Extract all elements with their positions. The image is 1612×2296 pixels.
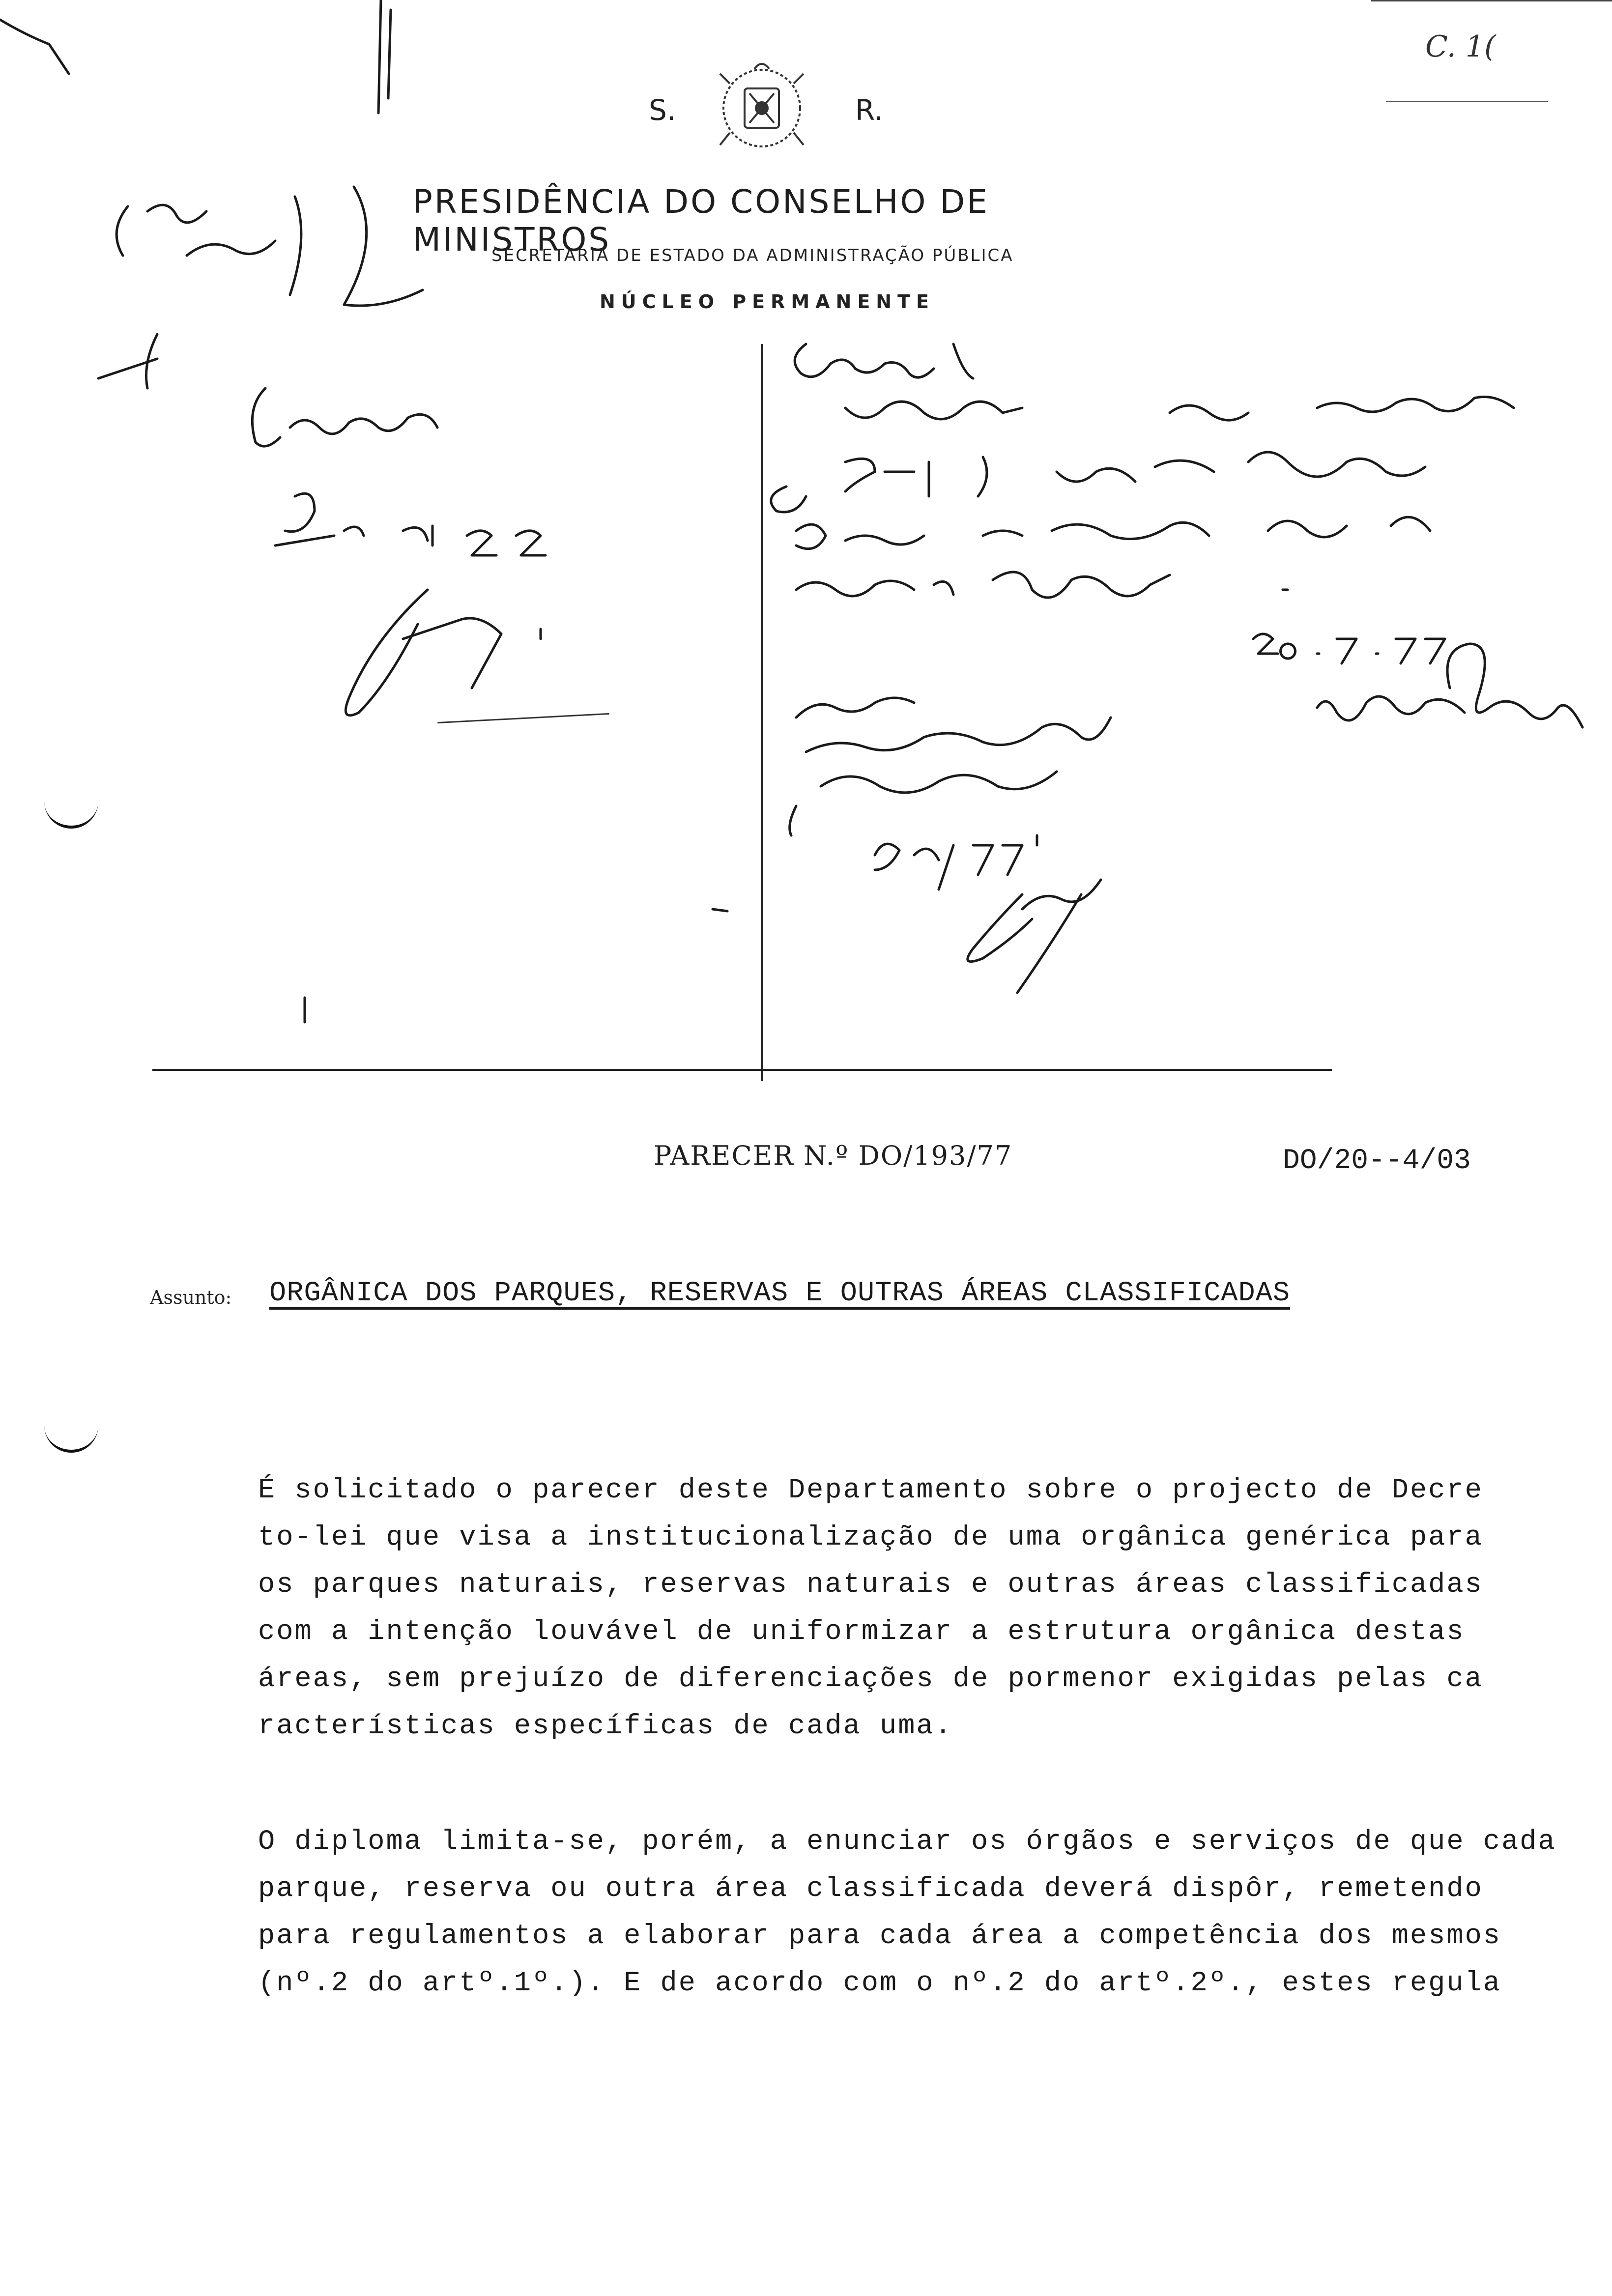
right-note-line3 (771, 452, 1425, 512)
state-seal (614, 54, 919, 167)
subject-label: Assunto: (150, 1287, 232, 1308)
left-scribble (98, 187, 423, 388)
dispatch-divider-vertical (761, 344, 763, 1081)
right-date (1253, 634, 1445, 663)
reference-number: C. 1( (1425, 29, 1496, 64)
stray-mark (305, 629, 727, 1022)
body-line: (nº.2 do artº.1º.). E de acordo com o nº.2 do artº.2º., estes regula (258, 1968, 1501, 1999)
right-note-line1 (795, 344, 973, 378)
unit-name: NÚCLEO PERMANENTE (600, 291, 935, 313)
dispatch-divider-horizontal (152, 1069, 1332, 1071)
seal-letter-right: R. (855, 93, 883, 127)
right-note-line5 (796, 572, 1288, 598)
body-paragraph-2 (258, 1818, 1556, 2007)
middle-signature (968, 880, 1101, 993)
left-date (275, 493, 546, 555)
body-paragraph-1 (258, 1467, 1526, 1750)
body-line: O diploma limita-se, porém, a enunciar os órgãos e serviços de que cada (258, 1826, 1556, 1858)
subject-text: ORGÂNICA DOS PARQUES, RESERVAS E OUTRAS ÁREAS CLASSIFICADAS (269, 1278, 1291, 1309)
top-edge-rule (1371, 0, 1612, 1)
scan-mark (0, 20, 69, 74)
organization-title: PRESIDÊNCIA DO CONSELHO DE MINISTROS (413, 183, 989, 258)
coat-of-arms-icon (700, 54, 823, 162)
margin-line (378, 0, 391, 113)
right-signature (1317, 644, 1583, 727)
middle-scribble (790, 698, 1111, 835)
right-note-line2 (845, 397, 1514, 421)
seal-letter-left: S. (649, 93, 676, 127)
right-note-line4 (796, 517, 1430, 548)
body-line: áreas, sem prejuízo de diferenciações de pormenor exigidas pelas ca (258, 1664, 1483, 1695)
body-line: to-lei que visa a institucionalização de uma orgânica genérica para (258, 1522, 1483, 1553)
reference-underline (1386, 101, 1548, 102)
middle-date (875, 835, 1037, 890)
left-signature (345, 590, 501, 716)
left-concordo (252, 388, 437, 446)
body-line: para regulamentos a elaborar para cada área a competência dos mesmos (258, 1921, 1501, 1952)
department-name: SECRETARIA DE ESTADO DA ADMINISTRAÇÃO PÚBLICA (491, 246, 1014, 265)
body-line: com a intenção louvável de uniformizar a estrutura orgânica destas (258, 1616, 1465, 1648)
body-line: os parques naturais, reservas naturais e outras áreas classificadas (258, 1569, 1483, 1601)
body-line: parque, reserva ou outra área classificada deverá dispôr, remetendo (258, 1873, 1483, 1905)
scan-bracket-mark (44, 1420, 98, 1453)
body-line: É solicitado o parecer deste Departamento sobre o projecto de Decre (258, 1475, 1483, 1506)
scan-bracket-mark (44, 796, 98, 829)
signature-line (437, 713, 609, 723)
document-code: DO/20--4/03 (1283, 1145, 1471, 1177)
parecer-number: PARECER N.º DO/193/77 (654, 1140, 1013, 1171)
body-line: racterísticas específicas de cada uma. (258, 1711, 953, 1742)
